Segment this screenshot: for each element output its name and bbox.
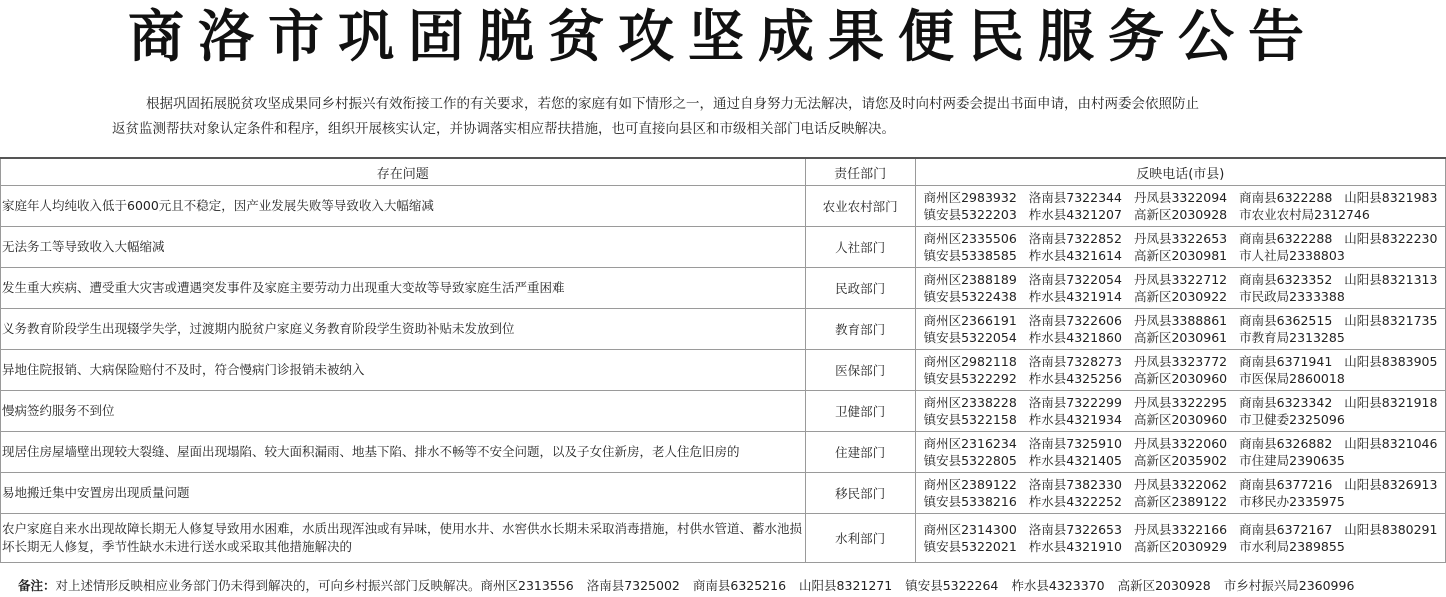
phone-number: 商南县6371941 [1239,353,1333,369]
service-table [0,157,1446,563]
phone-number: 柞水县4321860 [1028,330,1122,345]
phone-number: 镇安县5322021 [923,539,1017,554]
phone-number: 市医保局2860018 [1239,371,1345,386]
phone-number: 丹凤县3322712 [1133,271,1228,287]
phone-number: 市住建局2390635 [1239,453,1345,468]
phone-number: 柞水县4321207 [1028,207,1122,222]
phone-number: 山阳县8322230 [1344,230,1438,246]
footnote-phones [481,578,1368,593]
phone-number: 洛南县7322852 [1028,230,1122,246]
phone-number: 柞水县4321405 [1028,453,1122,468]
phone-number: 商州区2314300 [923,521,1017,537]
phone-number: 丹凤县3388861 [1133,312,1228,328]
footnote-label: 备注： [18,578,56,593]
phone-line [924,411,1445,429]
phone-number: 高新区2035902 [1133,453,1228,468]
phone-line [924,329,1445,347]
phone-number: 商州区2389122 [923,476,1017,492]
phone-number: 商南县6377216 [1239,476,1333,492]
phone-number: 柞水县4322252 [1028,494,1122,509]
phone-number: 丹凤县3322094 [1133,189,1228,205]
table-row [1,432,1446,473]
phone-number: 镇安县5322203 [923,207,1017,222]
problem-cell: 易地搬迁集中安置房出现质量问题 [1,473,806,514]
phone-line [924,370,1445,388]
table-row [1,186,1446,227]
phone-number: 商州区2335506 [923,230,1017,246]
phone-cell [915,350,1445,391]
phone-number: 商南县6322288 [1239,230,1333,246]
phone-cell [915,309,1445,350]
phone-number: 市民政局2333388 [1239,289,1345,304]
phone-line [924,247,1445,265]
phone-number: 丹凤县3322062 [1133,476,1228,492]
department-cell: 移民部门 [805,473,915,514]
phone-number: 镇安县5322438 [923,289,1017,304]
phone-number: 柞水县4321910 [1028,539,1122,554]
phone-number: 商南县6323352 [1239,271,1333,287]
phone-cell [915,432,1445,473]
footnote-phone-number: 山阳县8321271 [799,578,893,593]
phone-number: 高新区2030929 [1133,539,1228,554]
phone-line [924,538,1445,556]
phone-number: 洛南县7322054 [1028,271,1122,287]
intro-line-1: 根据巩固拓展脱贫攻坚成果同乡村振兴有效衔接工作的有关要求，若您的家庭有如下情形之一，通过自身努力无法解决，请您及时向村两委会提出书面申请，由村两委会依照防止 [146,96,1199,112]
phone-number: 商南县6326882 [1239,435,1333,451]
phone-number: 镇安县5322158 [923,412,1017,427]
table-row [1,473,1446,514]
phone-line [924,312,1445,330]
phone-number: 商南县6323342 [1239,394,1333,410]
phone-number: 丹凤县3322166 [1133,521,1228,537]
department-cell: 农业农村部门 [805,186,915,227]
phone-number: 山阳县8321983 [1344,189,1438,205]
phone-number: 山阳县8321313 [1344,271,1438,287]
phone-number: 商州区2982118 [923,353,1017,369]
table-row [1,391,1446,432]
problem-cell: 异地住院报销、大病保险赔付不及时，符合慢病门诊报销未被纳入 [1,350,806,391]
phone-number: 高新区2030961 [1133,330,1228,345]
phone-number: 高新区2030922 [1133,289,1228,304]
phone-number: 镇安县5338585 [923,248,1017,263]
phone-number: 市教育局2313285 [1239,330,1345,345]
phone-number: 洛南县7322653 [1028,521,1122,537]
phone-line [924,394,1445,412]
phone-line [924,435,1445,453]
phone-number: 洛南县7322299 [1028,394,1122,410]
department-cell: 民政部门 [805,268,915,309]
phone-number: 商南县6372167 [1239,521,1333,537]
phone-line [924,288,1445,306]
phone-number: 山阳县8321735 [1344,312,1438,328]
department-cell: 医保部门 [805,350,915,391]
phone-number: 市农业农村局2312746 [1239,207,1370,222]
phone-number: 镇安县5338216 [923,494,1017,509]
phone-number: 市人社局2338803 [1239,248,1345,263]
department-cell: 教育部门 [805,309,915,350]
phone-line [924,189,1445,207]
footnote-phone-number: 商州区2313556 [480,578,574,593]
phone-number: 山阳县8383905 [1344,353,1438,369]
footnote-phone-number: 高新区2030928 [1117,578,1211,593]
department-cell: 住建部门 [805,432,915,473]
header-problem: 存在问题 [1,158,806,186]
phone-number: 商州区2983932 [923,189,1017,205]
phone-number: 镇安县5322054 [923,330,1017,345]
phone-line [924,230,1445,248]
phone-number: 高新区2030981 [1133,248,1228,263]
department-cell: 卫健部门 [805,391,915,432]
phone-number: 柞水县4321934 [1028,412,1122,427]
problem-cell: 农户家庭自来水出现故障长期无人修复导致用水困难，水质出现浑浊或有异味，使用水井、水窖供水长期未采取消毒措施，村供水管道、蓄水池损坏长期无人修复，季节性缺水未进行送水或采取其他措施解决的 [1,514,806,563]
phone-number: 山阳县8380291 [1344,521,1438,537]
phone-number: 市移民办2335975 [1239,494,1345,509]
department-cell: 人社部门 [805,227,915,268]
phone-line [924,521,1445,539]
phone-line [924,206,1445,224]
table-row [1,309,1446,350]
phone-cell [915,473,1445,514]
phone-cell [915,268,1445,309]
phone-line [924,452,1445,470]
header-phone: 反映电话(市县) [915,158,1445,186]
phone-line [924,353,1445,371]
phone-number: 高新区2030928 [1133,207,1228,222]
problem-cell: 慢病签约服务不到位 [1,391,806,432]
phone-cell [915,186,1445,227]
phone-number: 高新区2030960 [1133,371,1228,386]
phone-line [924,493,1445,511]
phone-number: 商州区2366191 [923,312,1017,328]
phone-number: 洛南县7328273 [1028,353,1122,369]
phone-number: 高新区2030960 [1133,412,1228,427]
phone-number: 商南县6322288 [1239,189,1333,205]
footnote [18,577,1438,595]
table-header-row [1,158,1446,186]
phone-number: 市卫健委2325096 [1239,412,1345,427]
table-row [1,227,1446,268]
phone-number: 山阳县8321918 [1344,394,1438,410]
problem-cell: 现居住房屋墙壁出现较大裂缝、屋面出现塌陷、较大面积漏雨、地基下陷、排水不畅等不安全问题，以及子女住新房，老人住危旧房的 [1,432,806,473]
table-row [1,350,1446,391]
phone-line [924,271,1445,289]
phone-number: 丹凤县3322060 [1133,435,1228,451]
phone-number: 洛南县7322606 [1028,312,1122,328]
table-row [1,268,1446,309]
phone-number: 镇安县5322805 [923,453,1017,468]
intro-paragraph [112,92,1352,142]
phone-number: 山阳县8321046 [1344,435,1438,451]
footnote-phone-number: 商南县6325216 [692,578,787,593]
footnote-phone-number: 柞水县4323370 [1011,578,1105,593]
phone-number: 山阳县8326913 [1344,476,1438,492]
phone-number: 丹凤县3322295 [1133,394,1228,410]
phone-number: 商州区2338228 [923,394,1017,410]
footnote-phone-number: 镇安县5322264 [905,578,999,593]
phone-cell [915,514,1445,563]
footnote-phone-number: 市乡村振兴局2360996 [1223,578,1355,593]
phone-number: 镇安县5322292 [923,371,1017,386]
problem-cell: 义务教育阶段学生出现辍学失学，过渡期内脱贫户家庭义务教育阶段学生资助补贴未发放到位 [1,309,806,350]
phone-number: 洛南县7325910 [1028,435,1122,451]
phone-number: 丹凤县3323772 [1133,353,1228,369]
phone-number: 柞水县4321914 [1028,289,1122,304]
phone-number: 洛南县7322344 [1028,189,1122,205]
department-cell: 水利部门 [805,514,915,563]
phone-number: 柞水县4325256 [1028,371,1122,386]
problem-cell: 无法务工等导致收入大幅缩减 [1,227,806,268]
phone-number: 高新区2389122 [1133,494,1228,509]
phone-number: 商州区2316234 [923,435,1017,451]
footnote-phone-number: 洛南县7325002 [586,578,680,593]
table-row [1,514,1446,563]
intro-line-2: 返贫监测帮扶对象认定条件和程序，组织开展核实认定，并协调落实相应帮扶措施，也可直接向县区和市级相关部门电话反映解决。 [112,121,895,137]
header-department: 责任部门 [805,158,915,186]
page-title: 商洛市巩固脱贫攻坚成果便民服务公告 [128,4,1318,70]
phone-line [924,476,1445,494]
phone-number: 洛南县7382330 [1028,476,1122,492]
footnote-text: 对上述情形反映相应业务部门仍未得到解决的，可向乡村振兴部门反映解决。 [55,578,481,593]
problem-cell: 家庭年人均纯收入低于6000元且不稳定，因产业发展失败等导致收入大幅缩减 [1,186,806,227]
phone-number: 市水利局2389855 [1239,539,1345,554]
phone-number: 商南县6362515 [1239,312,1333,328]
problem-cell: 发生重大疾病、遭受重大灾害或遭遇突发事件及家庭主要劳动力出现重大变故等导致家庭生活严重困难 [1,268,806,309]
phone-number: 商州区2388189 [923,271,1017,287]
phone-number: 柞水县4321614 [1028,248,1122,263]
phone-number: 丹凤县3322653 [1133,230,1228,246]
phone-cell [915,391,1445,432]
phone-cell [915,227,1445,268]
